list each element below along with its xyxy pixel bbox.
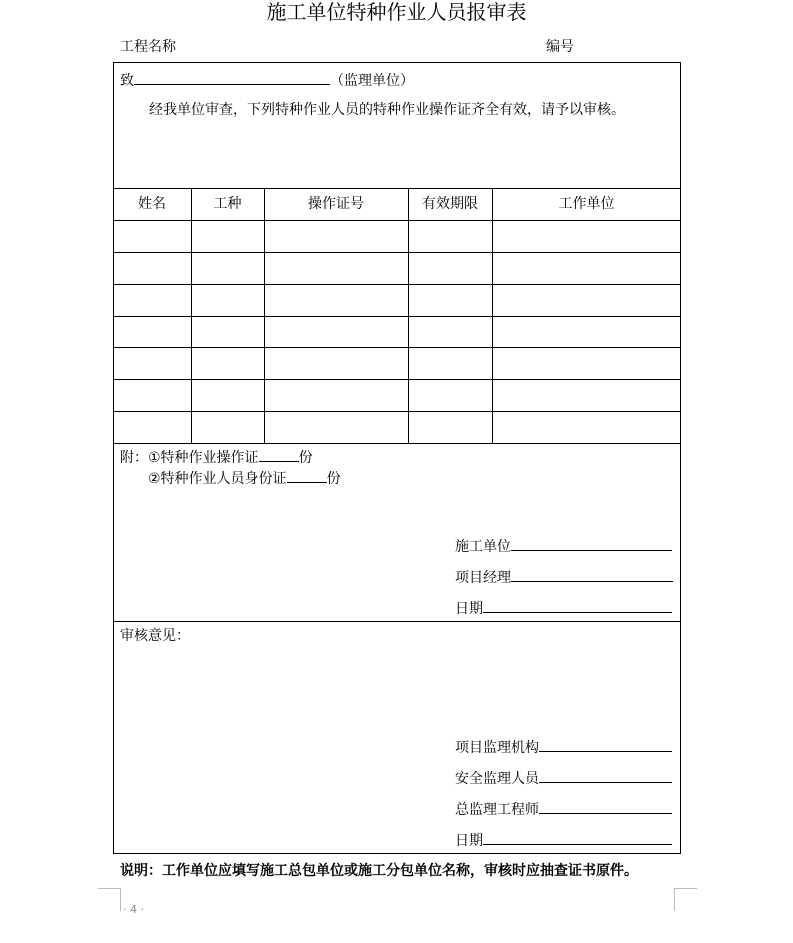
table-row-line <box>113 347 681 348</box>
to-suffix: （监理单位） <box>330 73 414 89</box>
header-validity-period: 有效期限 <box>422 196 478 212</box>
attachment-prefix: 附： <box>120 450 148 466</box>
supervision-org-row <box>455 737 672 757</box>
table-bottom-line <box>113 443 681 444</box>
table-row-line <box>113 411 681 412</box>
page-title: 施工单位特种作业人员报审表 <box>266 0 527 24</box>
attachment-id-card-label: ②特种作业人员身份证 <box>148 471 287 487</box>
contractor-date-row <box>455 598 672 618</box>
review-section-line <box>113 621 681 622</box>
certificate-count-blank[interactable] <box>259 447 299 462</box>
page-corner-right <box>674 888 697 911</box>
review-date-row <box>455 830 672 850</box>
project-manager-blank[interactable] <box>511 567 673 582</box>
contractor-date-label: 日期 <box>455 601 483 617</box>
review-date-label: 日期 <box>455 833 483 849</box>
table-col-line <box>408 188 409 443</box>
table-col-line <box>191 188 192 443</box>
safety-supervisor-row <box>455 768 672 788</box>
attachment-item-1 <box>120 447 313 467</box>
chief-engineer-row <box>455 799 672 819</box>
statement-text: 经我单位审查，下列特种作业人员的特种作业操作证齐全有效，请予以审核。 <box>149 102 625 118</box>
contractor-unit-row <box>455 536 672 556</box>
table-row-line <box>113 252 681 253</box>
safety-supervisor-blank[interactable] <box>539 768 672 783</box>
id-card-count-blank[interactable] <box>287 468 327 483</box>
supervision-org-blank[interactable] <box>539 737 672 752</box>
page-corner-left <box>98 888 121 911</box>
attachment-certificate-label: ①特种作业操作证 <box>148 450 259 466</box>
supervisor-unit-blank[interactable] <box>134 70 330 85</box>
page-number: · 4 · <box>123 903 144 916</box>
table-row-line <box>113 379 681 380</box>
table-row-line <box>113 284 681 285</box>
table-row-line <box>113 316 681 317</box>
attachment-item-2 <box>148 468 341 488</box>
attachment-unit: 份 <box>298 450 313 466</box>
contractor-date-blank[interactable] <box>483 598 672 613</box>
addressee-line <box>120 70 414 90</box>
to-prefix: 致 <box>120 73 134 89</box>
header-name: 姓名 <box>138 196 166 212</box>
review-date-blank[interactable] <box>483 830 672 845</box>
table-col-line <box>264 188 265 443</box>
table-col-line <box>492 188 493 443</box>
project-manager-label: 项目经理 <box>455 570 511 586</box>
contractor-unit-blank[interactable] <box>511 536 672 551</box>
header-job-type: 工种 <box>213 196 242 212</box>
number-label: 编号 <box>546 39 574 55</box>
note-text: 说明：工作单位应填写施工总包单位或施工分包单位名称，审核时应抽查证书原件。 <box>120 863 638 879</box>
attachment-unit: 份 <box>326 471 341 487</box>
project-manager-row <box>455 567 673 587</box>
table-row-line <box>113 220 681 221</box>
chief-engineer-blank[interactable] <box>539 799 672 814</box>
safety-supervisor-label: 安全监理人员 <box>455 771 539 787</box>
header-certificate-number: 操作证号 <box>308 196 364 212</box>
review-opinion-label: 审核意见： <box>120 628 190 644</box>
project-name-label: 工程名称 <box>120 39 176 55</box>
supervision-org-label: 项目监理机构 <box>455 740 539 756</box>
header-work-unit: 工作单位 <box>558 196 615 212</box>
contractor-unit-label: 施工单位 <box>455 539 511 555</box>
chief-engineer-label: 总监理工程师 <box>455 802 539 818</box>
